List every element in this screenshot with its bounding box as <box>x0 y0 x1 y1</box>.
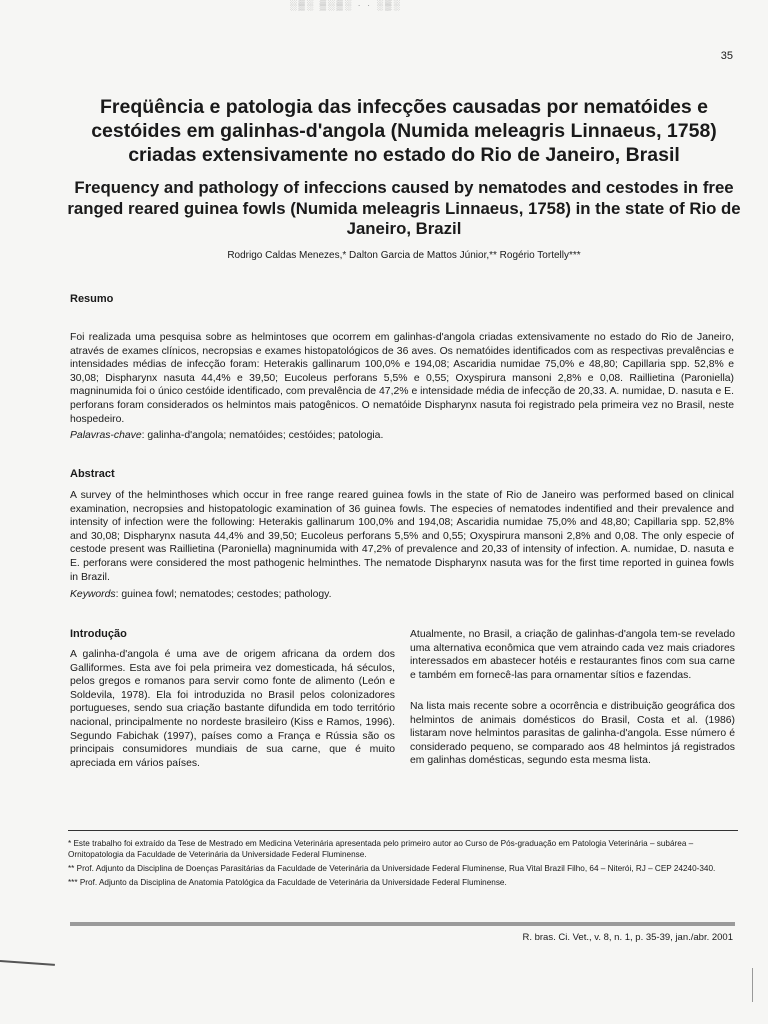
decorative-bar <box>70 922 735 926</box>
keywords-label-en: Keywords <box>70 589 116 600</box>
scan-tick <box>752 968 753 1002</box>
resumo-keywords: Palavras-chave: galinha-d'angola; nematóides; cestóides; patologia. <box>70 430 384 441</box>
resumo-text: Foi realizada uma pesquisa sobre as helmintoses que ocorrem em galinhas-d'angola criadas extensivamente no estado do Rio de Janeiro, através de exames clínicos, necropsias e exames histopatológicos de 36 aves. Os nematóides identificados com as respectivas prevalências e intensidades médias de infecção foram: Heterakis gallinarum 100,0% e 194,08; Ascaridia numidae 75,0% e 48,80; Capillaria spp. 52,8% e 30,08; Dispharynx nasuta 44,4% e 39,50; Eucoleus perforans 5,5% e 0,55; Oxyspirura mansoni 2,8% e 0,08. Raillietina (Paroniella) magninumida foi o único cestóide identificado, com prevalência de 47,2% e intensidade média de infecção de 20,33. A. numidae, D. nasuta e E. perforans foram considerados os helmintos mais patogênicos. O nematóide Dispharynx nasuta foi registrado pela primeira vez no Brasil, neste hospedeiro. <box>70 332 734 425</box>
page-number: 35 <box>720 50 733 62</box>
scan-edge-mark <box>0 960 55 966</box>
journal-citation: R. bras. Ci. Vet., v. 8, n. 1, p. 35-39, jan./abr. 2001 <box>522 932 733 943</box>
footnotes <box>68 838 738 891</box>
introducao-heading: Introdução <box>70 628 127 640</box>
abstract-heading: Abstract <box>70 468 115 480</box>
title-portuguese: Freqüência e patologia das infecções causadas por nematóides e cestóides em galinhas-d'angola (Numida meleagris Linnaeus, 1758) criadas extensivamente no estado do Rio de Janeiro, Brasil <box>91 96 717 166</box>
intro-left-paragraph: A galinha-d'angola é uma ave de origem africana da ordem dos Galliformes. Esta ave foi pela primeira vez domesticada, há séculos, pelos gregos e romanos para servir como fonte de alimento (León e Soldevila, 1978). Ela foi introduzida no Brasil pelos colonizadores portugueses, sendo sua criação bastante difundida em todo território nacional, principalmente no nordeste brasileiro (Kiss e Ramos, 1996). Segundo Fabichak (1997), países como a França e Rússia são os principais consumidores mundiais de sua carne, que é muito apreciada em vários países. <box>70 649 395 769</box>
abstract-keywords: Keywords: guinea fowl; nematodes; cestodes; pathology. <box>70 589 332 600</box>
keywords-pt: galinha-d'angola; nematóides; cestóides; patologia. <box>147 430 384 441</box>
footnote-1: * Este trabalho foi extraído da Tese de Mestrado em Medicina Veterinária apresentada pelo primeiro autor ao Curso de Pós-graduação em Patologia Veterinária – subárea – Ornitopatologia da Faculdade de Veterinária da Universidade Federal Fluminense. <box>68 839 694 859</box>
resumo-heading: Resumo <box>70 293 114 305</box>
abstract-text: A survey of the helminthoses which occur in free range reared guinea fowls in the state of Rio de Janeiro was performed based on clinical examination, necropsies and histopatologic examination of 36 guinea fowls. The especies of nematodes indentified and their prevalence and intensity of infection were the following: Heterakis gallinarum 100,0% and 194,08; Ascaridia numidae 75,0% and 48,80; Capillaria spp. 52,8% and 30,08; Dispharynx nasuta 44,4% and 39,50; Eucoleus perforans 5,5% and 0,55; Oxyspirura mansoni 2,8% and 0,08. The only especie of cestode present was Raillietina (Paroniella) magninumida with 47,2% of prevalence and 20,33 of intensity of infection. A. numidae, D. nasuta e E. perforans were considered the most pathogenic helminthes. The nematode Dispharynx nasuta was for the first time reported in guinea fowls in Brazil. <box>70 490 734 583</box>
footnote-divider <box>68 830 738 831</box>
intro-right-paragraph-2: Na lista mais recente sobre a ocorrência e distribuição geográfica dos helmintos de animais domésticos do Brasil, Costa et al. (1986) listaram nove helmintos parasitas de galinha-d'angola. Esse número é considerado pequeno, se comparado aos 48 helmintos já registrados em galinhas domésticas, segundo esta mesma lista. <box>410 701 735 767</box>
intro-right-paragraph-1: Atualmente, no Brasil, a criação de galinhas-d'angola tem-se revelado uma alternativa econômica que vem atraindo cada vez mais criadores interessados em abastecer hotéis e restaurantes finos com sua carne e também em fornecê-las para ornamentar sítios e fazendas. <box>410 629 735 681</box>
footnote-3: *** Prof. Adjunto da Disciplina de Anatomia Patológica da Faculdade de Veterinária da Universidade Federal Fluminense. <box>68 878 507 887</box>
scan-artifact: ░▒░ ▒░▒░ · · ░▒░ <box>290 0 402 10</box>
title-english: Frequency and pathology of infeccions caused by nematodes and cestodes in free ranged reared guinea fowls (Numida meleagris Linnaeus, 1758) in the state of Rio de Janeiro, Brazil <box>67 178 741 238</box>
author-list: Rodrigo Caldas Menezes,* Dalton Garcia de Mattos Júnior,** Rogério Tortelly*** <box>227 250 581 261</box>
keywords-en: guinea fowl; nematodes; cestodes; pathology. <box>121 589 332 600</box>
keywords-label-pt: Palavras-chave <box>70 430 142 441</box>
footnote-2: ** Prof. Adjunto da Disciplina de Doenças Parasitárias da Faculdade de Veterinária da Universidade Federal Fluminense, Rua Vital Brazil Filho, 64 – Niterói, RJ – CEP 24240-340. <box>68 864 716 873</box>
